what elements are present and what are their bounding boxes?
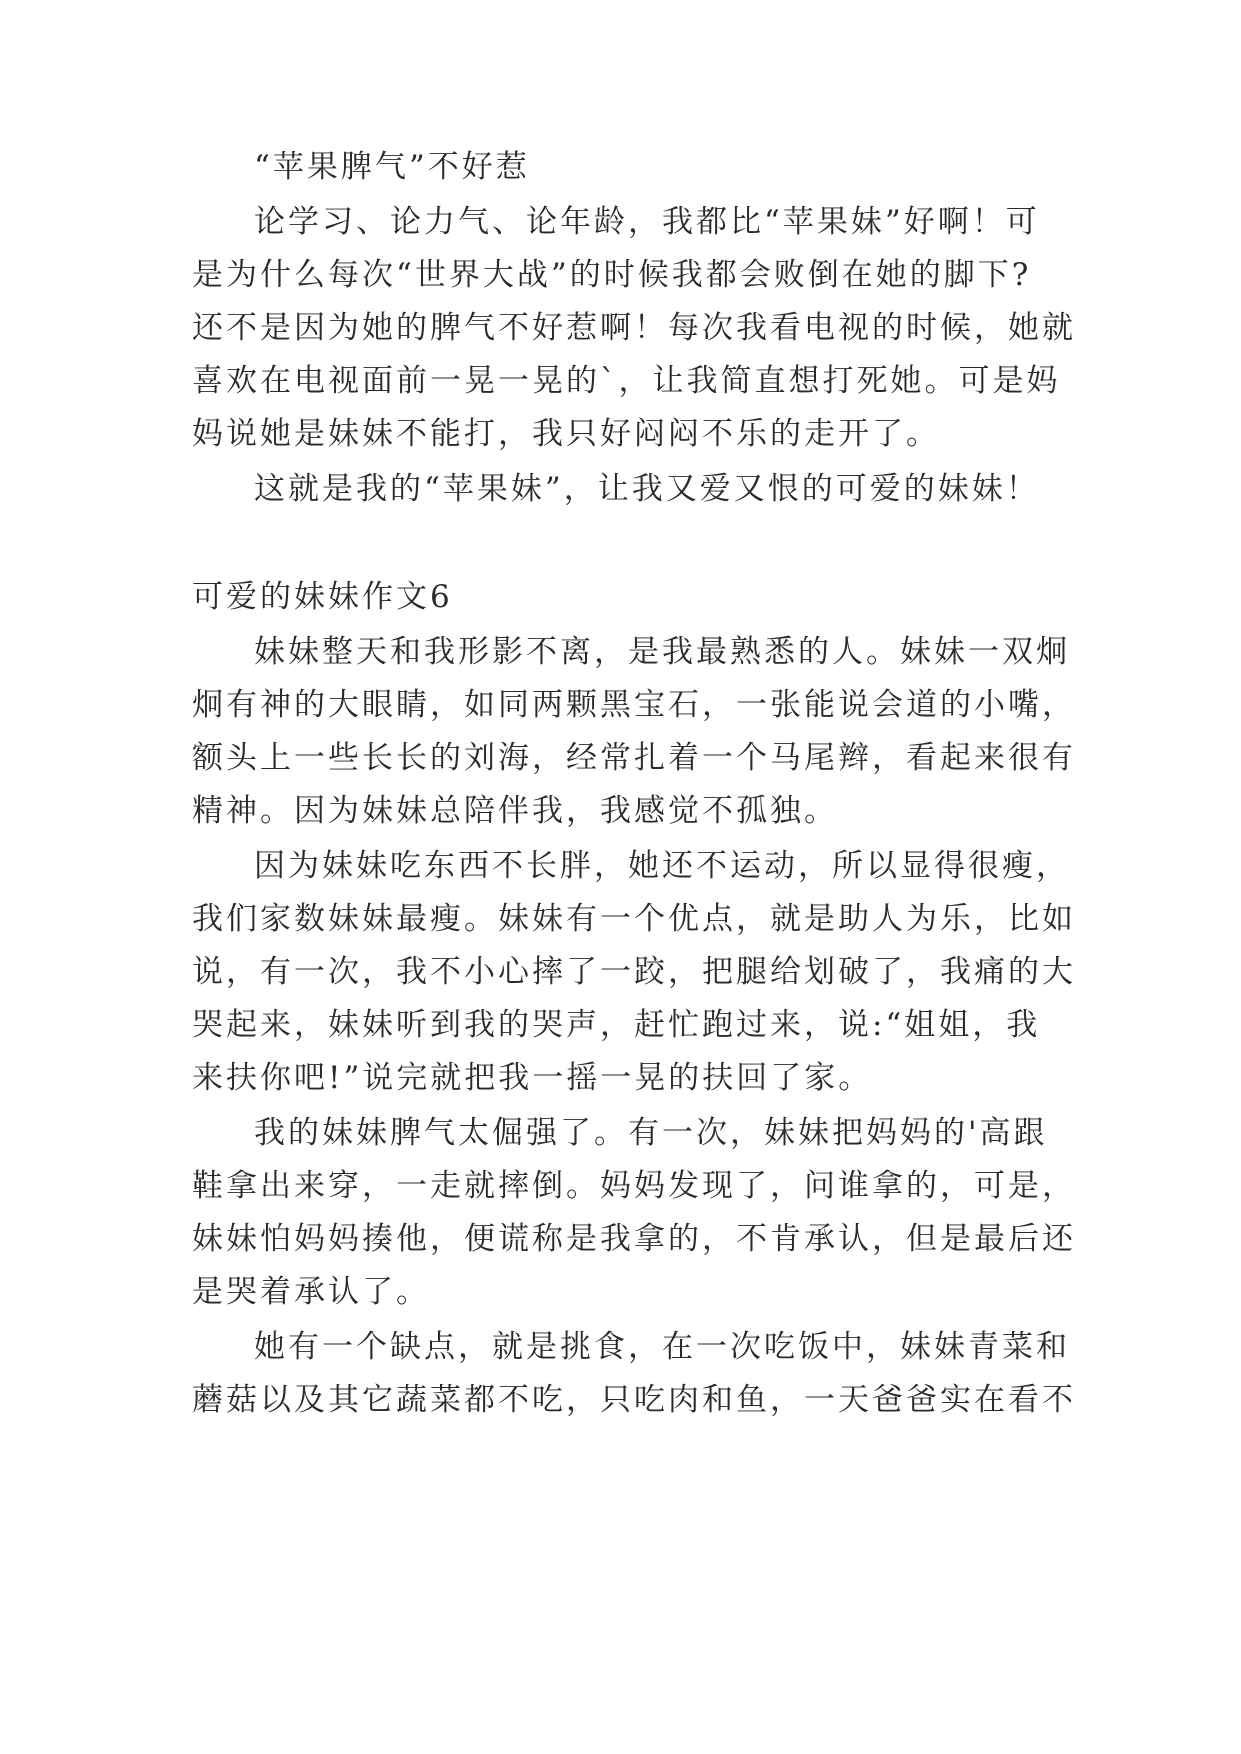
paragraph-line: 论学习、论力气、论年龄，我都比“苹果妹”好啊！可	[254, 204, 1040, 240]
paragraph-line: 炯有神的大眼睛，如同两颗黑宝石，一张能说会道的小嘴，	[192, 687, 1076, 723]
paragraph-line: 妹妹怕妈妈揍他，便谎称是我拿的，不肯承认，但是最后还	[192, 1221, 1076, 1257]
paragraph-line: 这就是我的“苹果妹”，让我又爱又恨的可爱的妹妹！	[254, 471, 1040, 507]
paragraph-line: 额头上一些长长的刘海，经常扎着一个马尾辫，看起来很有	[192, 740, 1076, 776]
paragraph-line: 妈说她是妹妹不能打，我只好闷闷不乐的走开了。	[192, 416, 940, 452]
paragraph-line: 说，有一次，我不小心摔了一跤，把腿给划破了，我痛的大	[192, 954, 1076, 990]
section-title: 可爱的妹妹作文6	[192, 579, 453, 615]
paragraph-line: 来扶你吧!”说完就把我一摇一晃的扶回了家。	[192, 1060, 873, 1096]
paragraph-line: 妹妹整天和我形影不离，是我最熟悉的人。妹妹一双炯	[254, 634, 1070, 670]
paragraph-line: 是哭着承认了。	[192, 1274, 430, 1310]
paragraph-line: 蘑菇以及其它蔬菜都不吃，只吃肉和鱼，一天爸爸实在看不	[192, 1382, 1076, 1418]
paragraph-line: 还不是因为她的脾气不好惹啊！每次我看电视的时候，她就	[192, 310, 1076, 346]
paragraph-line: 我们家数妹妹最瘦。妹妹有一个优点，就是助人为乐，比如	[192, 901, 1076, 937]
paragraph-line: 哭起来，妹妹听到我的哭声，赶忙跑过来，说:“姐姐，我	[192, 1007, 1041, 1043]
paragraph-line: 鞋拿出来穿，一走就摔倒。妈妈发现了，问谁拿的，可是，	[192, 1168, 1076, 1204]
paragraph-line: 精神。因为妹妹总陪伴我，我感觉不孤独。	[192, 793, 838, 829]
paragraph-line: 我的妹妹脾气太倔强了。有一次，妹妹把妈妈的'高跟	[254, 1115, 1048, 1151]
paragraph-line: 她有一个缺点，就是挑食，在一次吃饭中，妹妹青菜和	[254, 1329, 1070, 1365]
paragraph-line: 喜欢在电视面前一晃一晃的`，让我简直想打死她。可是妈	[192, 363, 1061, 399]
section-heading: “苹果脾气”不好惹	[254, 149, 530, 185]
paragraph-line: 是为什么每次“世界大战”的时候我都会败倒在她的脚下?	[192, 257, 1032, 293]
paragraph-line: 因为妹妹吃东西不长胖，她还不运动，所以显得很瘦，	[254, 848, 1070, 884]
